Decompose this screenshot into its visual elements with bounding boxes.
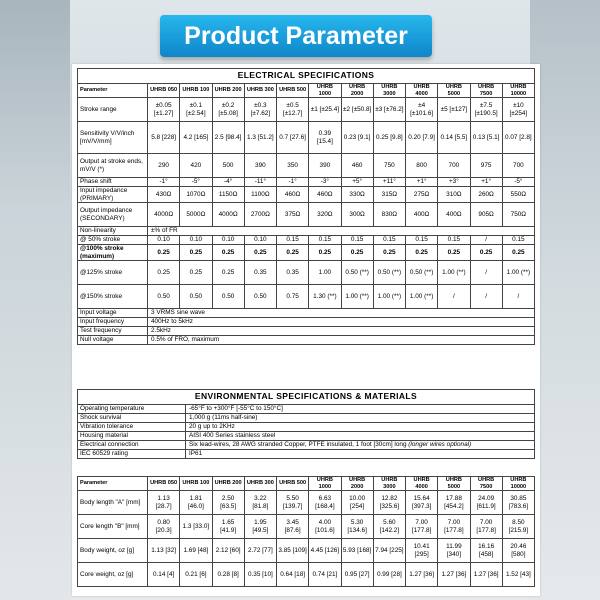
general-spec-row (78, 336, 535, 345)
row-label: Test frequency (78, 327, 148, 336)
general-spec-row (78, 309, 535, 318)
table-cell: +5° (341, 178, 373, 187)
table-cell: -1° (148, 178, 180, 187)
electrical-model-header: UHRB 7500 (470, 84, 502, 98)
table-cell: 0.50 (**) (373, 261, 405, 285)
table-cell: 0.14 [4] (148, 563, 180, 587)
row-value-cell (148, 227, 535, 236)
table-cell: 0.25 (180, 245, 212, 261)
table-cell: 1.00 (**) (373, 285, 405, 309)
table-cell: 0.80 [20.3] (148, 515, 180, 539)
table-cell: +11° (373, 178, 405, 187)
electrical-header-row (78, 84, 535, 98)
table-cell: 375Ω (277, 203, 309, 227)
table-cell: 1.69 [48] (180, 539, 212, 563)
table-cell: / (470, 261, 502, 285)
table-cell: 2700Ω (244, 203, 276, 227)
table-cell: ±1 [±25.4] (309, 98, 341, 122)
row-value-cell (186, 423, 535, 432)
table-cell: 0.13 [5.1] (470, 122, 502, 154)
table-cell: 24.09 [611.9] (470, 491, 502, 515)
table-cell: 0.25 (148, 261, 180, 285)
row-label: Input voltage (78, 309, 148, 318)
table-cell: 800 (406, 154, 438, 178)
table-cell: 1.00 (**) (341, 285, 373, 309)
table-cell: 0.21 [6] (180, 563, 212, 587)
row-value: AISI 400 Series stainless steel (189, 432, 276, 440)
table-cell: 290 (148, 154, 180, 178)
nonlinearity-row (78, 227, 535, 236)
row-label: Null voltage (78, 336, 148, 345)
table-cell: 400Ω (406, 203, 438, 227)
table-cell: 1.95 [49.5] (244, 515, 276, 539)
table-cell: 1.3 [51.2] (244, 122, 276, 154)
electrical-spec-table (77, 68, 535, 345)
table-cell: -5° (502, 178, 534, 187)
table-cell: 0.74 [21] (309, 563, 341, 587)
environmental-spec-table (77, 389, 535, 459)
table-cell: 400Ω (438, 203, 470, 227)
table-cell: / (470, 236, 502, 245)
environmental-row (78, 414, 535, 423)
table-cell: 5.8 [228] (148, 122, 180, 154)
table-cell: ±0.3 [±7.62] (244, 98, 276, 122)
row-value-cell (148, 327, 535, 336)
table-cell: ±0.2 [±5.08] (212, 98, 244, 122)
table-cell: 3.85 [109] (277, 539, 309, 563)
dimensions-model-header: UHRB 200 (212, 477, 244, 491)
table-cell: 0.25 [9.8] (373, 122, 405, 154)
table-cell: 300Ω (341, 203, 373, 227)
table-cell: ±0.05 [±1.27] (148, 98, 180, 122)
table-cell: 0.75 (277, 285, 309, 309)
table-cell: 1.27 [36] (470, 563, 502, 587)
dimensions-model-header: UHRB 2000 (341, 477, 373, 491)
table-cell: 0.10 (180, 236, 212, 245)
electrical-table-title: ELECTRICAL SPECIFICATIONS (78, 69, 535, 84)
dimensions-model-header: UHRB 10000 (502, 477, 534, 491)
page-title-banner (160, 15, 432, 57)
table-cell: 1.13 [32] (148, 539, 180, 563)
dimensions-row (78, 515, 535, 539)
table-cell: 0.25 (277, 245, 309, 261)
table-cell: 420 (180, 154, 212, 178)
table-cell: -11° (244, 178, 276, 187)
electrical-model-header: UHRB 4000 (406, 84, 438, 98)
table-cell: 830Ω (373, 203, 405, 227)
table-cell: -1° (277, 178, 309, 187)
row-label: Output impedance (SECONDARY) (78, 203, 148, 227)
row-label: Sensitivity V/V/inch [mV/V/mm] (78, 122, 148, 154)
table-cell: 0.15 (373, 236, 405, 245)
table-cell: 3.22 [81.8] (244, 491, 276, 515)
electrical-row (78, 203, 535, 227)
row-label: Phase shift (78, 178, 148, 187)
table-cell: 1.65 [41.9] (212, 515, 244, 539)
table-cell: +1° (470, 178, 502, 187)
dimensions-row (78, 539, 535, 563)
table-cell: 330Ω (341, 187, 373, 203)
table-cell: 0.50 (212, 285, 244, 309)
table-cell: 5.93 [168] (341, 539, 373, 563)
table-cell: 0.95 [27] (341, 563, 373, 587)
row-value: 400Hz to 5kHz (151, 318, 193, 326)
table-cell: 905Ω (470, 203, 502, 227)
table-cell: 0.25 (212, 245, 244, 261)
dimensions-model-header: UHRB 100 (180, 477, 212, 491)
table-cell: 315Ω (373, 187, 405, 203)
table-cell: 10.00 [254] (341, 491, 373, 515)
table-cell: ±5 [±127] (438, 98, 470, 122)
table-cell: 0.64 [18] (277, 563, 309, 587)
row-value: 20 g up to 2KHz (189, 423, 235, 431)
environmental-row (78, 405, 535, 414)
table-cell: 17.88 [454.2] (438, 491, 470, 515)
row-value: ±% of FR (151, 227, 178, 235)
table-cell: ±3 [±76.2] (373, 98, 405, 122)
table-cell: 1070Ω (180, 187, 212, 203)
row-label: Input impedance (PRIMARY) (78, 187, 148, 203)
table-cell: 5000Ω (180, 203, 212, 227)
nonlinearity-row (78, 285, 535, 309)
table-cell: ±2 [±50.8] (341, 98, 373, 122)
table-cell: 0.25 (212, 261, 244, 285)
table-cell: 460Ω (277, 187, 309, 203)
table-cell: 0.25 (470, 245, 502, 261)
row-label: Vibration tolerance (78, 423, 186, 432)
table-cell: 4.45 [126] (309, 539, 341, 563)
table-cell: 0.14 [5.5] (438, 122, 470, 154)
environmental-table-title: ENVIRONMENTAL SPECIFICATIONS & MATERIALS (78, 390, 535, 405)
table-cell: 1.00 (**) (406, 285, 438, 309)
table-cell: 7.00 [177.8] (470, 515, 502, 539)
electrical-row (78, 122, 535, 154)
table-cell: 0.25 (373, 245, 405, 261)
row-label: Shock survival (78, 414, 186, 423)
environmental-row (78, 441, 535, 450)
table-cell: 0.35 [10] (244, 563, 276, 587)
row-value-cell (148, 336, 535, 345)
table-cell: 20.46 [580] (502, 539, 534, 563)
table-cell: -3° (309, 178, 341, 187)
table-cell: 750Ω (502, 203, 534, 227)
table-cell: 310Ω (438, 187, 470, 203)
table-cell: 0.15 (277, 236, 309, 245)
table-cell: 0.15 (502, 236, 534, 245)
electrical-model-header: UHRB 200 (212, 84, 244, 98)
table-cell: 0.10 (244, 236, 276, 245)
table-cell: 460Ω (309, 187, 341, 203)
table-cell: 4000Ω (148, 203, 180, 227)
table-cell: 1150Ω (212, 187, 244, 203)
table-cell: 0.28 [8] (212, 563, 244, 587)
table-cell: 0.50 (**) (341, 261, 373, 285)
table-cell: 0.25 (438, 245, 470, 261)
table-cell: 0.15 (438, 236, 470, 245)
table-cell: 350 (277, 154, 309, 178)
table-cell: 275Ω (406, 187, 438, 203)
row-value-cell (148, 318, 535, 327)
table-cell: 12.82 [325.6] (373, 491, 405, 515)
table-cell: 0.15 (309, 236, 341, 245)
table-cell: 7.94 [225] (373, 539, 405, 563)
row-label: Operating temperature (78, 405, 186, 414)
dimensions-row (78, 491, 535, 515)
spec-sheet (72, 64, 540, 596)
dimensions-header-row (78, 477, 535, 491)
table-cell: 0.25 (180, 261, 212, 285)
electrical-model-header: UHRB 1000 (309, 84, 341, 98)
row-label: Electrical connection (78, 441, 186, 450)
nonlinearity-row (78, 261, 535, 285)
row-label: @ 50% stroke (78, 236, 148, 245)
table-cell: 430Ω (148, 187, 180, 203)
table-cell: 0.07 [2.8] (502, 122, 534, 154)
row-value: Six lead-wires, 28 AWG stranded Copper, PTFE insulated, 1 foot [30cm] long (189, 441, 407, 449)
table-cell: +1° (406, 178, 438, 187)
table-cell: 5.30 [134.6] (341, 515, 373, 539)
electrical-row (78, 187, 535, 203)
table-cell: 1.81 [46.0] (180, 491, 212, 515)
electrical-model-header: UHRB 100 (180, 84, 212, 98)
table-cell: 0.25 (244, 245, 276, 261)
table-cell: 550Ω (502, 187, 534, 203)
table-cell: 1.00 (309, 261, 341, 285)
table-cell: 3.45 [87.6] (277, 515, 309, 539)
dimensions-model-header: UHRB 1000 (309, 477, 341, 491)
table-cell: 0.50 (180, 285, 212, 309)
row-label: Non-linearity (78, 227, 148, 236)
table-cell: 0.7 [27.6] (277, 122, 309, 154)
row-value: 2.5kHz (151, 327, 171, 335)
table-cell: / (438, 285, 470, 309)
table-cell: 1.13 [28.7] (148, 491, 180, 515)
row-label: Housing material (78, 432, 186, 441)
table-cell: 1.00 (**) (438, 261, 470, 285)
row-label: Output at stroke ends, mV/V (*) (78, 154, 148, 178)
table-cell: 0.25 (309, 245, 341, 261)
environmental-row (78, 423, 535, 432)
background-right-machinery (530, 0, 600, 600)
electrical-model-header: UHRB 300 (244, 84, 276, 98)
table-cell: 2.72 [77] (244, 539, 276, 563)
background-left-machinery (0, 0, 70, 600)
table-cell: ±0.5 [±12.7] (277, 98, 309, 122)
table-cell: 0.25 (406, 245, 438, 261)
table-cell: 750 (373, 154, 405, 178)
dimensions-model-header: UHRB 7500 (470, 477, 502, 491)
row-label: Input frequency (78, 318, 148, 327)
row-value-cell (186, 405, 535, 414)
table-cell: 0.25 (341, 245, 373, 261)
table-cell: 0.50 (244, 285, 276, 309)
table-cell: +3° (438, 178, 470, 187)
table-cell: 30.85 [783.6] (502, 491, 534, 515)
row-value-cell (186, 450, 535, 459)
general-spec-row (78, 327, 535, 336)
table-cell: 4000Ω (212, 203, 244, 227)
table-cell: 1.27 [36] (406, 563, 438, 587)
electrical-row (78, 154, 535, 178)
table-cell: 0.10 (212, 236, 244, 245)
table-cell: 2.5 [98.4] (212, 122, 244, 154)
table-cell: 0.39 [15.4] (309, 122, 341, 154)
table-cell: 0.35 (244, 261, 276, 285)
table-cell: 11.99 [340] (438, 539, 470, 563)
general-spec-row (78, 318, 535, 327)
table-cell: 700 (438, 154, 470, 178)
dimensions-row (78, 563, 535, 587)
electrical-model-header: UHRB 3000 (373, 84, 405, 98)
table-cell: 320Ω (309, 203, 341, 227)
table-cell: 1100Ω (244, 187, 276, 203)
parameter-header: Parameter (78, 84, 148, 98)
table-cell: 0.23 [9.1] (341, 122, 373, 154)
table-cell: 16.16 [458] (470, 539, 502, 563)
table-cell: 0.15 (406, 236, 438, 245)
row-label: Core weight, oz [g] (78, 563, 148, 587)
table-cell: 1.3 [33.0] (180, 515, 212, 539)
page-title: Product Parameter (184, 22, 408, 50)
table-cell: 390 (309, 154, 341, 178)
row-label: Body weight, oz [g] (78, 539, 148, 563)
row-value: 3 VRMS sine wave (151, 309, 205, 317)
electrical-row (78, 98, 535, 122)
table-cell: 0.15 (341, 236, 373, 245)
table-cell: 10.41 [295] (406, 539, 438, 563)
table-cell: 7.00 [177.8] (438, 515, 470, 539)
table-cell: ±0.1 [±2.54] (180, 98, 212, 122)
row-label: @100% stroke (maximum) (78, 245, 148, 261)
table-cell: 5.50 [139.7] (277, 491, 309, 515)
row-label: @150% stroke (78, 285, 148, 309)
electrical-row (78, 178, 535, 187)
table-cell: ±7.5 [±190.5] (470, 98, 502, 122)
row-label: Body length "A" [mm] (78, 491, 148, 515)
dimensions-model-header: UHRB 300 (244, 477, 276, 491)
dimensions-model-header: UHRB 3000 (373, 477, 405, 491)
table-cell: 975 (470, 154, 502, 178)
table-cell: ±10 [±254] (502, 98, 534, 122)
table-cell: 260Ω (470, 187, 502, 203)
dimensions-table (77, 476, 535, 587)
dimensions-model-header: UHRB 050 (148, 477, 180, 491)
table-cell: 0.50 (148, 285, 180, 309)
table-cell: ±4 [±101.6] (406, 98, 438, 122)
table-cell: / (502, 285, 534, 309)
electrical-model-header: UHRB 500 (277, 84, 309, 98)
dimensions-model-header: UHRB 4000 (406, 477, 438, 491)
row-value: 0.5% of FRO, maximum (151, 336, 220, 344)
electrical-model-header: UHRB 2000 (341, 84, 373, 98)
electrical-model-header: UHRB 10000 (502, 84, 534, 98)
row-value-cell (186, 432, 535, 441)
electrical-model-header: UHRB 050 (148, 84, 180, 98)
table-cell: 0.20 [7.9] (406, 122, 438, 154)
table-cell: 6.63 [168.4] (309, 491, 341, 515)
row-label: Stroke range (78, 98, 148, 122)
table-cell: 1.52 [43] (502, 563, 534, 587)
row-value: IP61 (189, 450, 203, 458)
dimensions-model-header: UHRB 500 (277, 477, 309, 491)
row-label: Core length "B" [mm] (78, 515, 148, 539)
table-cell: 0.10 (148, 236, 180, 245)
environmental-row (78, 432, 535, 441)
table-cell: 0.25 (502, 245, 534, 261)
table-cell: 0.50 (**) (406, 261, 438, 285)
table-cell: 2.12 [60] (212, 539, 244, 563)
nonlinearity-row (78, 245, 535, 261)
row-value: 1,000 g (11ms half-sine) (189, 414, 258, 422)
table-cell: 15.64 [397.3] (406, 491, 438, 515)
row-value-cell (186, 414, 535, 423)
table-cell: -4° (212, 178, 244, 187)
table-cell: 460 (341, 154, 373, 178)
row-value-cell (186, 441, 535, 450)
table-cell: 5.60 [142.2] (373, 515, 405, 539)
electrical-model-header: UHRB 5000 (438, 84, 470, 98)
table-cell: 700 (502, 154, 534, 178)
table-cell: 7.00 [177.8] (406, 515, 438, 539)
dimensions-parameter-header: Parameter (78, 477, 148, 491)
row-note: (longer wires optional) (408, 441, 472, 449)
row-label: @125% stroke (78, 261, 148, 285)
table-cell: / (470, 285, 502, 309)
table-cell: 1.27 [36] (438, 563, 470, 587)
row-label: IEC 60529 rating (78, 450, 186, 459)
table-cell: 4.2 [165] (180, 122, 212, 154)
row-value: -65°F to +300°F [-55°C to 150°C] (189, 405, 283, 413)
dimensions-model-header: UHRB 5000 (438, 477, 470, 491)
table-cell: 4.00 [101.6] (309, 515, 341, 539)
row-value-cell (148, 309, 535, 318)
table-cell: 390 (244, 154, 276, 178)
table-cell: 1.30 (**) (309, 285, 341, 309)
table-cell: 0.35 (277, 261, 309, 285)
table-cell: 500 (212, 154, 244, 178)
environmental-row (78, 450, 535, 459)
nonlinearity-row (78, 236, 535, 245)
table-cell: 2.50 [63.5] (212, 491, 244, 515)
table-cell: 1.00 (**) (502, 261, 534, 285)
table-cell: 0.25 (148, 245, 180, 261)
table-cell: -5° (180, 178, 212, 187)
table-cell: 8.50 [215.9] (502, 515, 534, 539)
table-cell: 0.99 [28] (373, 563, 405, 587)
